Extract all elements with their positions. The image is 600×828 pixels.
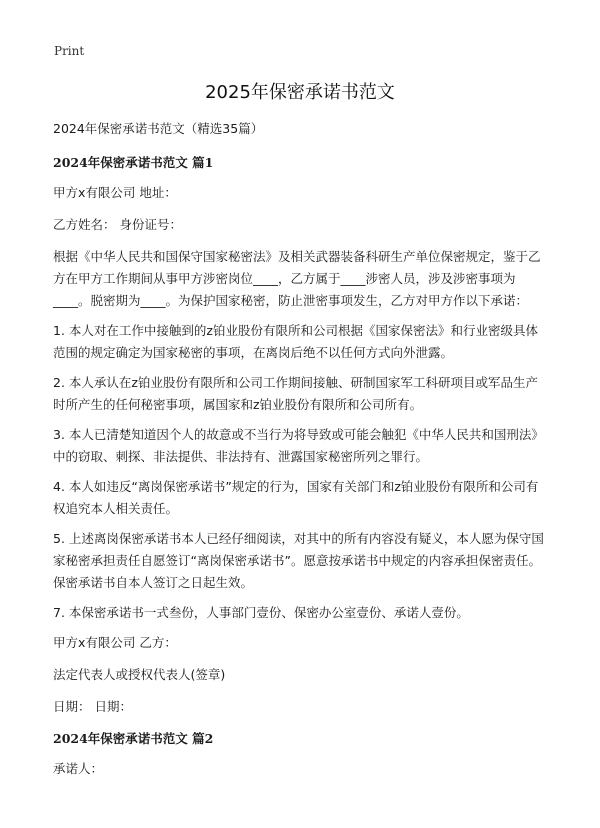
section-heading-2: 2024年保密承诺书范文 篇2	[53, 731, 214, 746]
signature-parties-line: 甲方x有限公司 乙方：	[53, 635, 177, 650]
dates-line: 日期： 日期：	[53, 699, 132, 714]
page-title: 2025年保密承诺书范文	[205, 82, 395, 103]
party-a-line: 甲方x有限公司 地址：	[53, 185, 177, 200]
legal-representative-line: 法定代表人或授权代表人(签章)	[53, 667, 226, 682]
intro-paragraph: 根据《中华人民共和国保守国家秘密法》及相关武器装备科研生产单位保密规定，鉴于乙方在甲方工作期间从事甲方涉密岗位____，乙方属于____涉密人员，涉及涉密事项为____。脱密期为____。为保护国家秘密，防止泄密事项发生，乙方对甲方作以下承诺：	[53, 249, 541, 308]
document-body	[53, 118, 550, 780]
clause-7: 7. 本保密承诺书一式叁份，人事部门壹份、保密办公室壹份、承诺人壹份。	[53, 605, 469, 620]
print-link[interactable]: Print	[54, 44, 85, 58]
section-heading-1: 2024年保密承诺书范文 篇1	[53, 155, 214, 170]
document-subtitle: 2024年保密承诺书范文（精选35篇）	[53, 121, 264, 136]
promisor-line: 承诺人：	[53, 761, 104, 776]
clause-1: 1. 本人对在工作中接触到的z铂业股份有限所和公司根据《国家保密法》和行业密级具体范围的规定确定为国家秘密的事项，在离岗后绝不以任何方式向外泄露。	[53, 323, 538, 360]
clause-2: 2. 本人承认在z铂业股份有限所和公司工作期间接触、研制国家军工科研项目或军品生产时所产生的任何秘密事项，属国家和z铂业股份有限所和公司所有。	[53, 375, 538, 412]
clause-4: 4. 本人如违反“离岗保密承诺书”规定的行为，国家有关部门和z铂业股份有限所和公司有权追究本人相关责任。	[53, 479, 539, 516]
clause-5: 5. 上述离岗保密承诺书本人已经仔细阅读，对其中的所有内容没有疑义，本人愿为保守国家秘密承担责任自愿签订“离岗保密承诺书”。愿意按承诺书中规定的内容承担保密责任。保密承诺书自本人签订之日起生效。	[53, 531, 544, 590]
clause-3: 3. 本人已清楚知道因个人的故意或不当行为将导致或可能会触犯《中华人民共和国刑法》中的窃取、刺探、非法提供、非法持有、泄露国家秘密所列之罪行。	[53, 427, 544, 464]
party-b-line: 乙方姓名： 身份证号：	[53, 217, 182, 232]
